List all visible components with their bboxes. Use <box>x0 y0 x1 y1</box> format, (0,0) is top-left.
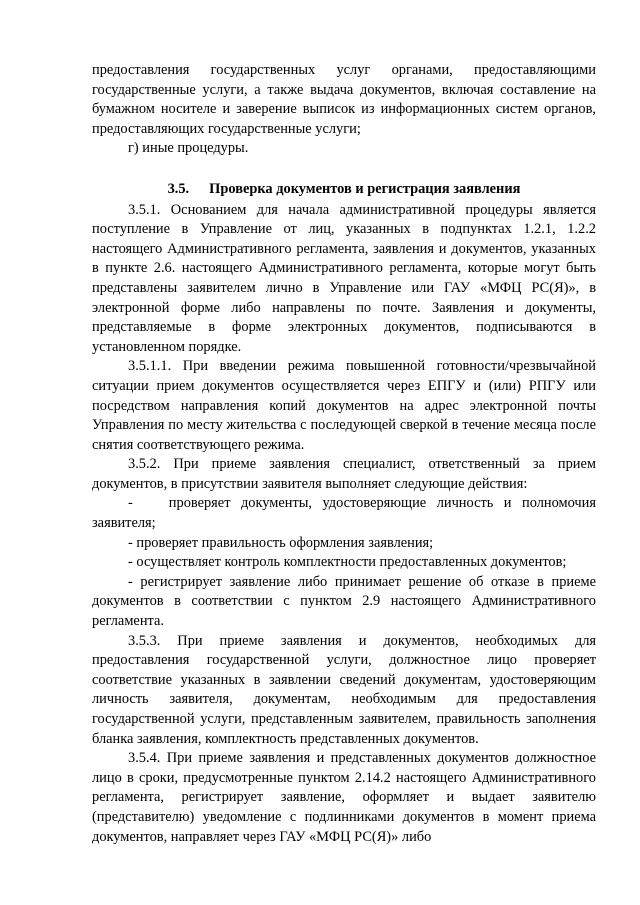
paragraph-item-g: г) иные процедуры. <box>128 140 249 157</box>
bullet-dash: - <box>128 495 133 512</box>
paragraph-3-5-2: 3.5.2. При приеме заявления специалист, ответственный за прием документов, в присутствии заявителя выполняет следующие действия: <box>92 456 596 492</box>
paragraph-3-5-4: 3.5.4. При приеме заявления и представленных документов должностное лицо в сроки, предусмотренные пунктом 2.14.2 настоящего Административного регламента, регистрирует заявление, оформляет и выдает заявителю (представителю) уведомление с подлинниками документов в момент приема документов, направляет через ГАУ «МФЦ РС(Я)» либо <box>92 750 596 845</box>
section-number: 3.5. <box>167 180 190 197</box>
paragraph-3-5-1: 3.5.1. Основанием для начала административной процедуры является поступление в Управление от лиц, указанных в подпунктах 1.2.1, 1.2.2 настоящего Административного регламента, заявления и документов, указанных в пункте 2.6. настоящего Административного регламента, которые могут быть представлены заявителем лично в Управление или ГАУ «МФЦ РС(Я)», в электронной форме либо направлены по почте. Заявления и документы, представляемые в форме электронных документов, подписываются в установленном порядке. <box>92 201 596 355</box>
paragraph-3-5-1-1: 3.5.1.1. При введении режима повышенной готовности/чрезвычайной ситуации прием документов осуществляется через ЕПГУ и (или) РПГУ или посредством направления копий документов на адрес электронной почты Управления по месту жительства с последующей сверкой в течение месяца после снятия соответствующего режима. <box>92 358 596 453</box>
paragraph-continuation: предоставления государственных услуг органами, предоставляющими государственные услуги, а также выдача документов, включая составление на бумажном носителе и заверение выписок из информационных систем органов, предоставляющих государственные услуги; <box>92 62 596 137</box>
bullet-item-4: - регистрирует заявление либо принимает решение об отказе в приеме документов в соответствии с пунктом 2.9 настоящего Административного регламента. <box>92 573 596 630</box>
bullet-item-3: - осуществляет контроль комплектности предоставленных документов; <box>128 554 567 571</box>
section-title: Проверка документов и регистрация заявления <box>209 180 521 197</box>
section-heading <box>92 180 596 200</box>
bullet-item-1 <box>92 494 596 533</box>
document-page <box>92 61 596 847</box>
bullet-item-1-text: проверяет документы, удостоверяющие личность и полномочия заявителя; <box>92 495 596 532</box>
bullet-item-2: - проверяет правильность оформления заявления; <box>128 534 434 551</box>
paragraph-3-5-3: 3.5.3. При приеме заявления и документов, необходимых для предоставления государственной услуги, должностное лицо проверяет соответствие указанных в заявлении сведений документам, удостоверяющим личность заявителя, документам, необходимым для предоставления государственной услуги, представленным заявителем, правильность заполнения бланка заявления, комплектность представленных документов. <box>92 632 596 747</box>
